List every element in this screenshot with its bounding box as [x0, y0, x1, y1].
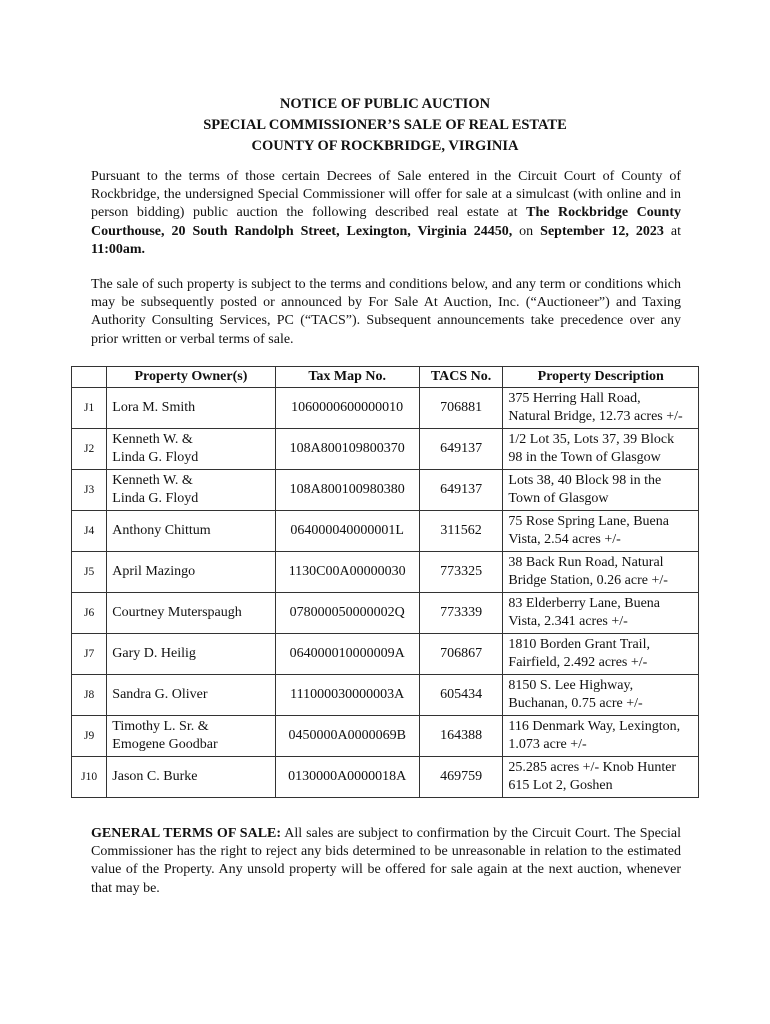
row-id: J4 [72, 511, 107, 552]
table-row [72, 593, 699, 634]
description-cell [503, 511, 699, 552]
description-cell [503, 757, 699, 798]
tacs-cell: 706867 [419, 634, 503, 675]
tax-map-cell: 0450000A0000069B [275, 716, 419, 757]
owner-line: Emogene Goodbar [112, 737, 218, 752]
tacs-cell: 164388 [419, 716, 503, 757]
tax-map-cell: 1060000600000010 [275, 388, 419, 429]
intro-paragraph [91, 168, 681, 259]
tacs-cell: 773325 [419, 552, 503, 593]
owner-line: Linda G. Floyd [112, 491, 199, 506]
tacs-cell: 773339 [419, 593, 503, 634]
general-terms-paragraph [91, 825, 681, 898]
tacs-cell: 649137 [419, 470, 503, 511]
notice-title [0, 94, 770, 157]
description-line: 83 Elderberry Lane, Buena [508, 596, 661, 611]
owner-cell [107, 675, 275, 716]
description-cell [503, 634, 699, 675]
row-id: J5 [72, 552, 107, 593]
tacs-cell: 469759 [419, 757, 503, 798]
table-row [72, 470, 699, 511]
property-table-body [72, 388, 699, 798]
terms-intro-paragraph: The sale of such property is subject to the terms and conditions below, and any term or conditions which may be subsequently posted or announced by For Sale At Auction, Inc. (“Auctioneer”) and Taxing Authority Consulting Services, PC (“TACS”). Subsequent announcements take precedence over any prior written or verbal terms of sale. [91, 277, 681, 347]
tax-map-cell: 108A800100980380 [275, 470, 419, 511]
owner-cell [107, 757, 275, 798]
description-cell [503, 716, 699, 757]
description-line: Vista, 2.341 acres +/- [508, 614, 628, 629]
owner-line: Sandra G. Oliver [112, 687, 208, 702]
title-line-3: COUNTY OF ROCKBRIDGE, VIRGINIA [251, 138, 519, 154]
owner-cell [107, 429, 275, 470]
description-line: 75 Rose Spring Lane, Buena [508, 514, 669, 529]
table-header-row [72, 367, 699, 388]
owner-line: Kenneth W. & [112, 473, 193, 488]
row-id: J6 [72, 593, 107, 634]
owner-cell [107, 552, 275, 593]
tax-map-cell: 0130000A0000018A [275, 757, 419, 798]
title-line-2: SPECIAL COMMISSIONER’S SALE OF REAL ESTATE [203, 117, 567, 133]
table-row [72, 511, 699, 552]
auction-location: The Rockbridge County Courthouse, 20 South Randolph Street, Lexington, Virginia 24450, [91, 205, 681, 239]
tax-map-cell: 111000030000003A [275, 675, 419, 716]
description-cell [503, 388, 699, 429]
table-row [72, 552, 699, 593]
owner-cell [107, 511, 275, 552]
header-description: Property Description [503, 367, 699, 388]
tax-map-cell: 064000040000001L [275, 511, 419, 552]
general-terms-heading: GENERAL TERMS OF SALE: [91, 826, 282, 841]
table-row [72, 675, 699, 716]
table-row [72, 716, 699, 757]
tax-map-cell: 108A800109800370 [275, 429, 419, 470]
description-line: Vista, 2.54 acres +/- [508, 532, 621, 547]
description-line: Bridge Station, 0.26 acre +/- [508, 573, 668, 588]
row-id: J7 [72, 634, 107, 675]
general-terms-text: All sales are subject to confirmation by the Circuit Court. The Special Commissioner has the right to reject any bids determined to be unreasonable in relation to the estimated value of the Property. Any unsold property will be offered for sale again at the next auction, whenever that may be. [91, 826, 681, 896]
owner-cell [107, 593, 275, 634]
description-line: 1810 Borden Grant Trail, [508, 637, 650, 652]
description-cell [503, 593, 699, 634]
owner-line: Lora M. Smith [112, 400, 196, 415]
owner-line: Jason C. Burke [112, 769, 198, 784]
description-line: Lots 38, 40 Block 98 in the [508, 473, 662, 488]
owner-cell [107, 388, 275, 429]
auction-time: 11:00am. [91, 241, 146, 257]
description-cell [503, 675, 699, 716]
intro-at: at [663, 223, 682, 239]
tacs-cell: 649137 [419, 429, 503, 470]
header-tax-map: Tax Map No. [275, 367, 419, 388]
owner-line: Kenneth W. & [112, 432, 193, 447]
intro-text: Pursuant to the terms of those certain Decrees of Sale entered in the Circuit Court of County of Rockbridge, the undersigned Special Commissioner will offer for sale at a simulcast (with online and in person bidding) public auction the following described real estate at [91, 169, 681, 221]
table-row [72, 634, 699, 675]
row-id: J1 [72, 388, 107, 429]
title-line-1: NOTICE OF PUBLIC AUCTION [279, 96, 491, 112]
table-row [72, 429, 699, 470]
owner-cell [107, 716, 275, 757]
owner-cell [107, 470, 275, 511]
description-line: Fairfield, 2.492 acres +/- [508, 655, 648, 670]
description-line: 98 in the Town of Glasgow [508, 450, 661, 465]
tax-map-cell: 1130C00A00000030 [275, 552, 419, 593]
description-line: 1.073 acre +/- [508, 737, 587, 752]
description-cell [503, 470, 699, 511]
owner-line: Gary D. Heilig [112, 646, 196, 661]
intro-on: on [512, 223, 541, 239]
row-id: J8 [72, 675, 107, 716]
tacs-cell: 706881 [419, 388, 503, 429]
owner-line: Anthony Chittum [112, 523, 211, 538]
description-line: 116 Denmark Way, Lexington, [508, 719, 681, 734]
description-cell [503, 552, 699, 593]
description-line: 25.285 acres +/- Knob Hunter [508, 760, 677, 775]
description-line: Natural Bridge, 12.73 acres +/- [508, 409, 683, 424]
description-line: Buchanan, 0.75 acre +/- [508, 696, 643, 711]
owner-line: Timothy L. Sr. & [112, 719, 209, 734]
header-id [72, 367, 107, 388]
table-row [72, 388, 699, 429]
description-cell [503, 429, 699, 470]
tacs-cell: 605434 [419, 675, 503, 716]
row-id: J9 [72, 716, 107, 757]
description-line: 375 Herring Hall Road, [508, 391, 641, 406]
row-id: J10 [72, 757, 107, 798]
header-owner: Property Owner(s) [107, 367, 275, 388]
owner-line: Linda G. Floyd [112, 450, 199, 465]
owner-cell [107, 634, 275, 675]
auction-date: September 12, 2023 [540, 223, 664, 239]
owner-line: April Mazingo [112, 564, 196, 579]
row-id: J3 [72, 470, 107, 511]
description-line: 615 Lot 2, Goshen [508, 778, 613, 793]
header-tacs: TACS No. [419, 367, 503, 388]
tax-map-cell: 078000050000002Q [275, 593, 419, 634]
table-row [72, 757, 699, 798]
description-line: 8150 S. Lee Highway, [508, 678, 634, 693]
tacs-cell: 311562 [419, 511, 503, 552]
property-table [71, 366, 699, 798]
description-line: Town of Glasgow [508, 491, 609, 506]
tax-map-cell: 064000010000009A [275, 634, 419, 675]
row-id: J2 [72, 429, 107, 470]
description-line: 38 Back Run Road, Natural [508, 555, 664, 570]
description-line: 1/2 Lot 35, Lots 37, 39 Block [508, 432, 675, 447]
owner-line: Courtney Muterspaugh [112, 605, 242, 620]
